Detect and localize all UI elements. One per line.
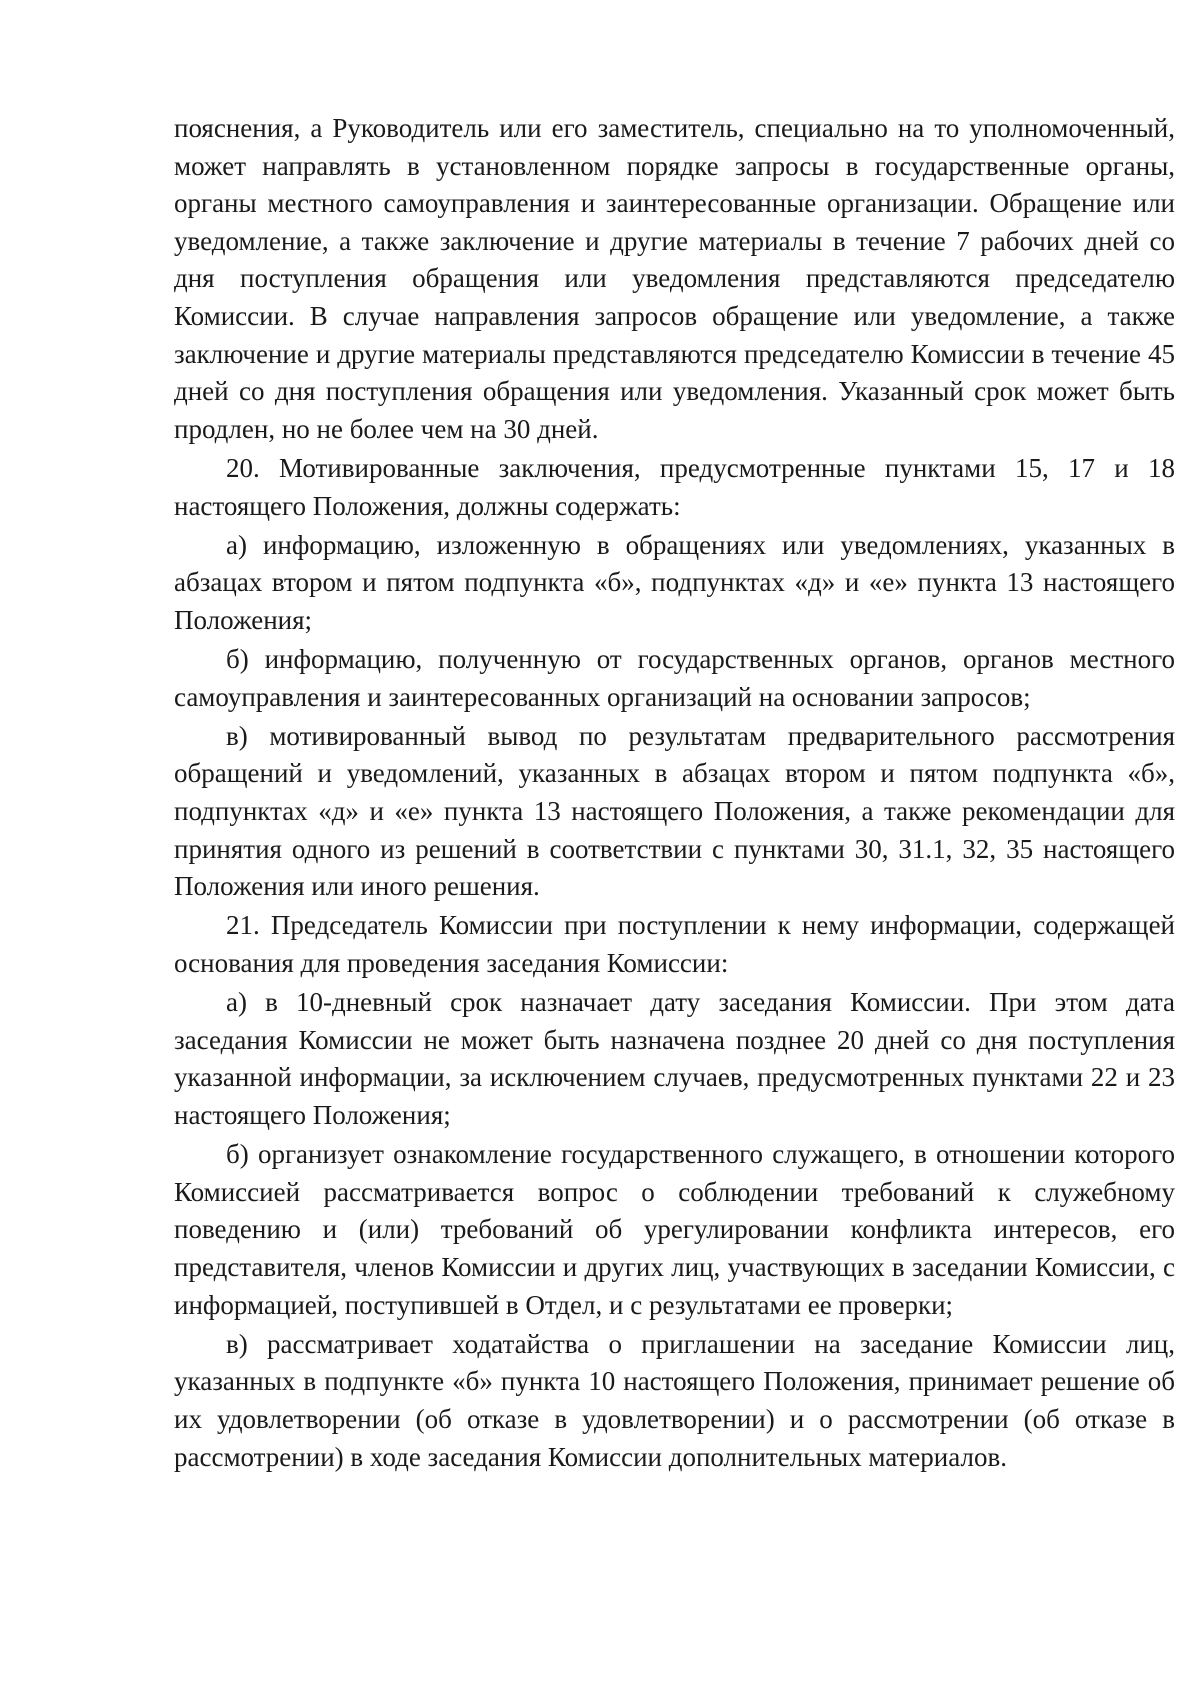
paragraph-21: 21. Председатель Комиссии при поступлении к нему информации, содержащей основания для проведения заседания Комиссии:	[174, 910, 1175, 979]
paragraph-20: 20. Мотивированные заключения, предусмотренные пунктами 15, 17 и 18 настоящего Положения, должны содержать:	[174, 452, 1175, 521]
paragraph-21-v: в) рассматривает ходатайства о приглашении на заседание Комиссии лиц, указанных в подпункте «б» пункта 10 настоящего Положения, принимает решение об их удовлетворении (об отказе в удовлетворении) и о рассмотрении (об отказе в рассмотрении) в ходе заседания Комиссии дополнительных материалов.	[174, 1328, 1175, 1472]
paragraph-20-b: б) информацию, полученную от государственных органов, органов местного самоуправления и заинтересованных организаций на основании запросов;	[174, 644, 1175, 712]
paragraph-19-continued: пояснения, а Руководитель или его заместитель, специально на то уполномоченный, может направлять в установленном порядке запросы в государственные органы, органы местного самоуправления и заинтересованные организации. Обращение или уведомление, а также заключение и другие материалы в течение 7 рабочих дней со дня поступления обращения или уведомления представляются председателю Комиссии. В случае направления запросов обращение или уведомление, а также заключение и другие материалы представляются председателю Комиссии в течение 45 дней со дня поступления обращения или уведомления. Указанный срок может быть продлен, но не более чем на 30 дней.	[174, 113, 1175, 444]
paragraph-21-a: а) в 10-дневный срок назначает дату заседания Комиссии. При этом дата заседания Комиссии не может быть назначена позднее 20 дней со дня поступления указанной информации, за исключением случаев, предусмотренных пунктами 22 и 23 настоящего Положения;	[174, 987, 1175, 1130]
paragraph-20-v: в) мотивированный вывод по результатам предварительного рассмотрения обращений и уведомлений, указанных в абзацах втором и пятом подпункта «б», подпунктах «д» и «е» пункта 13 настоящего Положения, а также рекомендации для принятия одного из решений в соответствии с пунктами 30, 31.1, 32, 35 настоящего Положения или иного решения.	[174, 720, 1175, 902]
paragraph-20-a: а) информацию, изложенную в обращениях или уведомлениях, указанных в абзацах втором и пятом подпункта «б», подпунктах «д» и «е» пункта 13 настоящего Положения;	[174, 529, 1175, 635]
paragraph-21-b: б) организует ознакомление государственного служащего, в отношении которого Комиссией рассматривается вопрос о соблюдении требований к служебному поведению и (или) требований об урегулировании конфликта интересов, его представителя, членов Комиссии и других лиц, участвующих в заседании Комиссии, с информацией, поступившей в Отдел, и с результатами ее проверки;	[174, 1139, 1175, 1320]
document-body	[174, 110, 1175, 1478]
